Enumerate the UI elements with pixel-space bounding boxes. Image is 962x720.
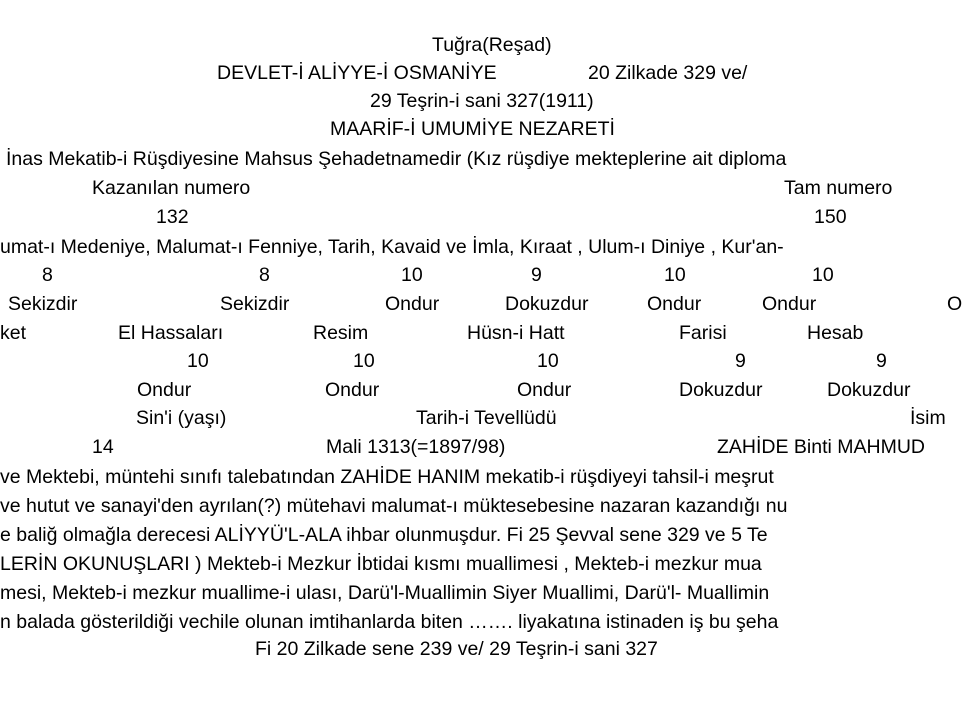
- subject-name: Resim: [313, 322, 369, 344]
- name-label: İsim: [910, 407, 946, 429]
- grade-number: 10: [537, 350, 559, 372]
- grade-number: 10: [664, 264, 686, 286]
- tugra-line: Tuğra(Reşad): [432, 34, 552, 56]
- full-score-label: Tam numero: [784, 177, 893, 199]
- body-line: n balada gösterildiği vechile olunan imtihanlarda biten ……. liyakatına istinaden iş bu şeha: [0, 611, 779, 633]
- earned-score-value: 132: [156, 206, 189, 228]
- age-label: Sin'i (yaşı): [136, 407, 227, 429]
- body-line: ve hutut ve sanayi'den ayrılan(?) mütehavi malumat-ı müktesebesine nazaran kazandığı nu: [0, 495, 788, 517]
- rumi-date: 29 Teşrin-i sani 327(1911): [370, 90, 594, 112]
- body-line: e baliğ olmağla derecesi ALİYYÜ'L-ALA ihbar olunmuşdur. Fi 25 Şevval sene 329 ve 5 Te: [0, 524, 768, 546]
- grade-number: 10: [187, 350, 209, 372]
- hijri-date: 20 Zilkade 329 ve/: [588, 62, 748, 84]
- grade-word: Ondur: [137, 379, 192, 401]
- grade-word: O: [947, 293, 962, 315]
- earned-score-label: Kazanılan numero: [92, 177, 251, 199]
- grade-word: Ondur: [385, 293, 440, 315]
- student-birth: Mali 1313(=1897/98): [326, 436, 506, 458]
- subject-name: Farisi: [679, 322, 727, 344]
- grade-number: 8: [42, 264, 53, 286]
- body-line: ve Mektebi, müntehi sınıfı talebatından ZAHİDE HANIM mekatib-i rüşdiyeyi tahsil-i meşrut: [0, 466, 774, 488]
- grade-number: 10: [812, 264, 834, 286]
- grade-word: Sekizdir: [8, 293, 78, 315]
- grade-number: 10: [401, 264, 423, 286]
- subject-name: ket: [0, 322, 27, 344]
- footer-date: Fi 20 Zilkade sene 239 ve/ 29 Teşrin-i sani 327: [255, 638, 658, 660]
- subject-name: Hesab: [807, 322, 864, 344]
- subjects-row-1: umat-ı Medeniye, Malumat-ı Fenniye, Tarih, Kavaid ve İmla, Kıraat , Ulum-ı Diniye , Kur'an-: [0, 236, 784, 258]
- grade-word: Dokuzdur: [827, 379, 911, 401]
- grade-word: Dokuzdur: [679, 379, 763, 401]
- grade-number: 9: [876, 350, 887, 372]
- student-age: 14: [92, 436, 114, 458]
- grade-number: 9: [531, 264, 542, 286]
- grade-number: 10: [353, 350, 375, 372]
- student-name: ZAHİDE Binti MAHMUD: [717, 436, 926, 458]
- state-name: DEVLET-İ ALİYYE-İ OSMANİYE: [217, 62, 497, 84]
- full-score-value: 150: [814, 206, 847, 228]
- birth-label: Tarih-i Tevellüdü: [416, 407, 557, 429]
- grade-number: 8: [259, 264, 270, 286]
- subject-name: Hüsn-i Hatt: [467, 322, 565, 344]
- document-subtitle: İnas Mekatib-i Rüşdiyesine Mahsus Şehadetnamedir (Kız rüşdiye mekteplerine ait diploma: [6, 148, 787, 170]
- ministry-name: MAARİF-İ UMUMİYE NEZARETİ: [330, 118, 615, 140]
- body-line: mesi, Mekteb-i mezkur muallime-i ulası, Darü'l-Muallimin Siyer Muallimi, Darü'l- Muallimin: [0, 582, 770, 604]
- grade-number: 9: [735, 350, 746, 372]
- grade-word: Ondur: [517, 379, 572, 401]
- grade-word: Ondur: [325, 379, 380, 401]
- body-line: LERİN OKUNUŞLARI ) Mekteb-i Mezkur İbtidai kısmı muallimesi , Mekteb-i mezkur mua: [0, 553, 762, 575]
- grade-word: Ondur: [762, 293, 817, 315]
- grade-word: Sekizdir: [220, 293, 290, 315]
- subject-name: El Hassaları: [118, 322, 224, 344]
- grade-word: Ondur: [647, 293, 702, 315]
- grade-word: Dokuzdur: [505, 293, 589, 315]
